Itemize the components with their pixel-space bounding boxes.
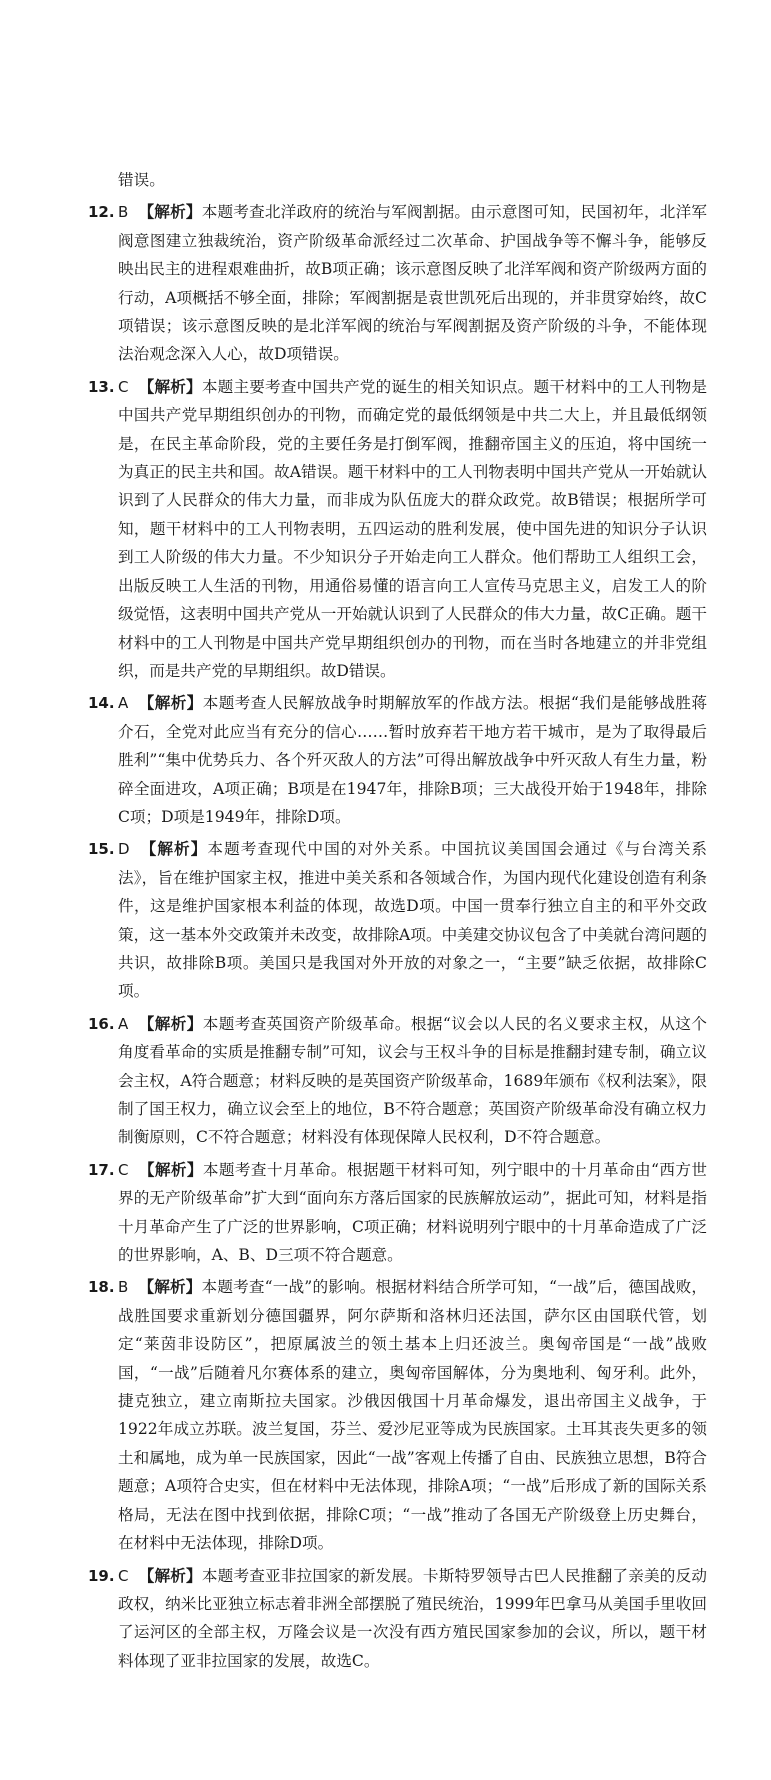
question-number: 18. bbox=[88, 1278, 115, 1297]
answer-letter: B bbox=[118, 1278, 129, 1297]
analysis-tag: 【解析】 bbox=[138, 1278, 202, 1297]
analysis-text: 本题考查亚非拉国家的新发展。卡斯特罗领导古巴人民推翻了亲美的反动政权，纳米比亚独立标志着非洲全部摆脱了殖民统治，1999年巴拿马从美国手里收回了运河区的全部主权，万隆会议是一次没有西方殖民国家参加的会议，所以，题干材料体现了亚非拉国家的发展，故选C。 bbox=[118, 1566, 707, 1670]
analysis-text: 本题考查人民解放战争时期解放军的作战方法。根据“我们是能够战胜蒋介石，全党对此应当有充分的信心……暂时放弃若干地方若干城市，是为了取得最后胜利”“集中优势兵力、各个歼灭敌人的方法”可得出解放战争中歼灭敌人有生力量，粉碎全面进攻，A项正确；B项是在1947年，排除B项；三大战役开始于1948年，排除C项；D项是1949年，排除D项。 bbox=[118, 694, 707, 826]
question-number: 19. bbox=[88, 1566, 115, 1585]
analysis-tag: 【解析】 bbox=[139, 840, 208, 859]
answer-letter: C bbox=[118, 377, 129, 396]
answer-item-13 bbox=[88, 373, 707, 685]
answer-item-19 bbox=[88, 1562, 707, 1676]
question-number: 14. bbox=[88, 694, 115, 713]
analysis-text: 本题考查十月革命。根据题干材料可知，列宁眼中的十月革命由“西方世界的无产阶级革命”扩大到“面向东方落后国家的民族解放运动”，据此可知，材料是指十月革命产生了广泛的世界影响，C项正确；材料说明列宁眼中的十月革命造成了广泛的世界影响，A、B、D三项不符合题意。 bbox=[118, 1160, 707, 1265]
question-number: 13. bbox=[88, 377, 115, 396]
analysis-text: 本题主要考查中国共产党的诞生的相关知识点。题干材料中的工人刊物是中国共产党早期组织创办的刊物，而确定党的最低纲领是中共二大上，并且最低纲领是，在民主革命阶段，党的主要任务是打倒军阀，推翻帝国主义的压迫，将中国统一为真正的民主共和国。故A错误。题干材料中的工人刊物表明中国共产党从一开始就认识到了人民群众的伟大力量，而非成为队伍庞大的群众政党。故B错误；根据所学可知，题干材料中的工人刊物表明，五四运动的胜利发展，使中国先进的知识分子认识到工人阶级的伟大力量。不少知识分子开始走向工人群众。他们帮助工人组织工会，出版反映工人生活的刊物，用通俗易懂的语言向工人宣传马克思主义，启发工人的阶级觉悟，这表明中国共产党从一开始就认识到了人民群众的伟大力量，故C正确。题干材料中的工人刊物是中国共产党早期组织创办的刊物，而在当时各地建立的并非党组织，而是共产党的早期组织。故D错误。 bbox=[118, 377, 707, 680]
answer-letter: A bbox=[118, 1014, 129, 1033]
question-number: 12. bbox=[88, 203, 115, 222]
analysis-tag: 【解析】 bbox=[138, 203, 202, 222]
analysis-text: 本题考查北洋政府的统治与军阀割据。由示意图可知，民国初年，北洋军阀意图建立独裁统治，资产阶级革命派经过二次革命、护国战争等不懈斗争，能够反映出民主的进程艰难曲折，故B项正确；该示意图反映了北洋军阀和资产阶级两方面的行动，A项概括不够全面，排除；军阀割据是袁世凯死后出现的，并非贯穿始终，故C项错误；该示意图反映的是北洋军阀的统治与军阀割据及资产阶级的斗争，不能体现法治观念深入人心，故D项错误。 bbox=[118, 203, 707, 364]
analysis-tag: 【解析】 bbox=[138, 694, 203, 713]
answer-letter: C bbox=[118, 1566, 129, 1585]
answer-item-17 bbox=[88, 1156, 707, 1270]
question-number: 16. bbox=[88, 1014, 115, 1033]
answer-letter: C bbox=[118, 1160, 129, 1179]
analysis-text: 本题考查“一战”的影响。根据材料结合所学可知，“一战”后，德国战败，战胜国要求重新划分德国疆界，阿尔萨斯和洛林归还法国，萨尔区由国联代管，划定“莱茵非设防区”，把原属波兰的领土基本上归还波兰。奥匈帝国是“一战”战败国，“一战”后随着凡尔赛体系的建立，奥匈帝国解体，分为奥地利、匈牙利。此外，捷克独立，建立南斯拉夫国家。沙俄因俄国十月革命爆发，退出帝国主义战争，于1922年成立苏联。波兰复国，芬兰、爱沙尼亚等成为民族国家。土耳其丧失更多的领土和属地，成为单一民族国家，因此“一战”客观上传播了自由、民族独立思想，B符合题意；A项符合史实，但在材料中无法体现，排除A项；“一战”后形成了新的国际关系格局，无法在图中找到依据，排除C项；“一战”推动了各国无产阶级登上历史舞台，在材料中无法体现，排除D项。 bbox=[118, 1278, 707, 1553]
question-number: 15. bbox=[88, 840, 115, 859]
question-number: 17. bbox=[88, 1160, 115, 1179]
analysis-tag: 【解析】 bbox=[138, 1014, 203, 1033]
analysis-tag: 【解析】 bbox=[138, 1566, 202, 1585]
analysis-tag: 【解析】 bbox=[138, 377, 202, 396]
answer-item-12 bbox=[88, 198, 707, 368]
answer-letter: D bbox=[118, 840, 130, 859]
analysis-text: 本题考查现代中国的对外关系。中国抗议美国国会通过《与台湾关系法》，旨在维护国家主权，推进中美关系和各领域合作，为国内现代化建设创造有利条件，这是维护国家根本利益的体现，故选D项。中国一贯奉行独立自主的和平外交政策，这一基本外交政策并未改变，故排除A项。中美建交协议包含了中美就台湾问题的共识，故排除B项。美国只是我国对外开放的对象之一，“主要”缺乏依据，故排除C项。 bbox=[118, 840, 707, 1001]
answer-letter: B bbox=[118, 203, 129, 222]
answer-item-18 bbox=[88, 1273, 707, 1557]
analysis-tag: 【解析】 bbox=[138, 1160, 203, 1179]
answer-item-16 bbox=[88, 1010, 707, 1152]
intro-text: 错误。 bbox=[118, 171, 165, 189]
answer-item-15 bbox=[88, 835, 707, 1005]
answer-letter: A bbox=[118, 694, 129, 713]
analysis-text: 本题考查英国资产阶级革命。根据“议会以人民的名义要求主权，从这个角度看革命的实质是推翻专制”可知，议会与王权斗争的目标是推翻封建专制，确立议会主权，A符合题意；材料反映的是英国资产阶级革命，1689年颁布《权利法案》，限制了国王权力，确立议会至上的地位，B不符合题意；英国资产阶级革命没有确立权力制衡原则，C不符合题意；材料没有体现保障人民权利，D不符合题意。 bbox=[118, 1014, 707, 1147]
answer-item-14 bbox=[88, 689, 707, 831]
